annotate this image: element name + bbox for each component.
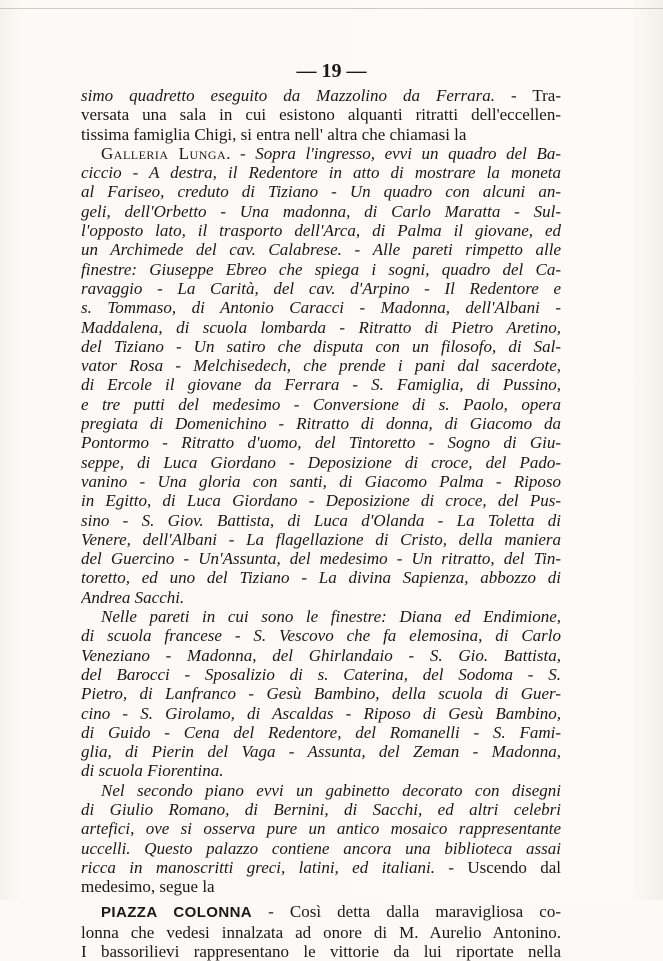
text-line: [81, 279, 561, 298]
text-line: [81, 742, 561, 761]
text-line: [81, 105, 561, 124]
text-line: [81, 337, 561, 356]
text-segment: Venere, dell'Albani - La flagellazione di Cristo, della maniera: [81, 529, 561, 549]
text-line: [81, 588, 561, 607]
text-line: [81, 144, 561, 163]
text-line: [81, 626, 561, 645]
text-segment: s. Tommaso, di Antonio Caracci - Madonna, dell'Albani -: [81, 298, 561, 318]
text-segment: artefici, ove si osserva pure un antico mosaico rappresentante: [81, 819, 561, 839]
text-segment: un Archimede del cav. Calabrese.: [81, 240, 355, 260]
text-line: [81, 761, 561, 780]
text-segment: Pontormo - Ritratto d'uomo, del Tintoretto - Sogno di Giu-: [81, 433, 561, 453]
text-segment: di scuola francese - S. Vescovo che fa elemosina, di Carlo: [81, 626, 561, 646]
text-segment: di Ercole il giovane da Ferrara - S. Famiglia, di Pussino,: [81, 375, 561, 395]
text-segment: glia, di Pierin del Vaga - Assunta, del Zeman - Madonna,: [81, 742, 561, 762]
text-segment: toretto, ed uno del Tiziano - La divina Sapienza, abbozzo di: [81, 568, 561, 588]
text-line: [81, 221, 561, 240]
text-segment: tissima famiglia Chigi, si entra nell' altra che chiamasi la: [81, 124, 467, 144]
text-segment: Galleria Lunga: [101, 143, 227, 163]
text-segment: vanino - Una gloria con santi, di Giacomo Palma - Riposo: [81, 471, 561, 491]
text-line: [81, 298, 561, 317]
text-segment: Alle pareti rimpetto alle: [372, 240, 561, 260]
text-segment: seppe, di Luca Giordano - Deposizione di croce, del Pado-: [81, 452, 561, 472]
text-segment: ricca in manoscritti greci, latini, ed italiani.: [81, 857, 449, 877]
text-segment: Nel secondo piano evvi un gabinetto decorato con disegni: [101, 780, 561, 800]
text-segment: del Guercino - Un'Assunta, del medesimo - Un ritratto, del Tin-: [81, 549, 561, 569]
text-line: [81, 665, 561, 684]
text-segment: - Uscendo dal: [448, 857, 561, 877]
text-segment: di Giulio Romano, di Bernini, di Sacchi, ed altri celebri: [81, 799, 561, 819]
text-line: [81, 453, 561, 472]
text-segment: pregiata di Domenichino - Ritratto di donna, di Giacomo da: [81, 414, 561, 434]
text-line: [81, 491, 561, 510]
text-line: [81, 800, 561, 819]
text-line: [81, 549, 561, 568]
text-segment: geli, dell'Orbetto - Una madonna, di Carlo Maratta - Sul-: [81, 201, 561, 221]
text-segment: Maddalena, di scuola lombarda - Ritratto di Pietro Aretino,: [81, 317, 561, 337]
text-segment: vator Rosa - Melchisedech, che prende i pani dal sacerdote,: [81, 356, 561, 376]
text-line: [81, 240, 561, 259]
text-line: [81, 902, 561, 922]
text-line: [81, 375, 561, 394]
text-segment: finestre: Giuseppe Ebreo che spiega i sogni, quadro del Ca-: [81, 259, 561, 279]
text-segment: Pietro, di Lanfranco - Gesù Bambino, della scuola di Guer-: [81, 684, 561, 704]
text-segment: uccelli. Questo palazzo contiene ancora una biblioteca assai: [81, 838, 561, 858]
text-line: [81, 839, 561, 858]
text-segment: n-: [546, 105, 561, 125]
text-line: [81, 163, 561, 182]
text-line: [81, 86, 561, 105]
text-segment: l'opposto lato, il trasporto dell'Arca, di Palma il giovane, ed: [81, 221, 561, 241]
text-segment: ciccio - A destra, il Redentore in atto di mostrare la moneta: [81, 163, 561, 183]
text-line: [81, 568, 561, 587]
text-segment: del Barocci - Sposalizio di s. Caterina, del Sodoma - S.: [81, 664, 561, 684]
text-segment: del Tiziano - Un satiro che disputa con un filosofo, di Sal-: [81, 336, 561, 356]
text-line: [81, 318, 561, 337]
text-line: [81, 125, 561, 144]
text-segment: simo quadretto eseguito da Mazzolino da Ferrara.: [81, 86, 511, 105]
text-line: [81, 530, 561, 549]
text-line: [81, 723, 561, 742]
page-top-edge: [0, 8, 663, 9]
text-segment: - Così detta dalla maravigliosa co-: [252, 902, 561, 922]
text-line: [81, 819, 561, 838]
text-segment: di scuola Fiorentina.: [81, 761, 224, 781]
text-segment: sino - S. Giov. Battista, di Luca d'Olanda - La Toletta di: [81, 510, 561, 530]
text-segment: PIAZZA COLONNA: [101, 904, 253, 922]
text-line: [81, 704, 561, 723]
text-segment: medesimo, segue la: [81, 877, 215, 897]
text-segment: al Fariseo, creduto di Tiziano - Un quadro con alcuni an-: [81, 182, 561, 202]
text-line: [81, 356, 561, 375]
text-segment: . -: [226, 143, 256, 163]
text-segment: cino - S. Girolamo, di Ascaldas - Riposo di Gesù Bambino,: [81, 703, 561, 723]
text-segment: versata una sala in cui esistono alquanti ritratti dell'eccelle: [81, 105, 547, 125]
text-line: [81, 684, 561, 703]
text-segment: di Guido - Cena del Redentore, del Romanelli - S. Fami-: [81, 722, 561, 742]
text-line: [81, 472, 561, 491]
text-segment: lonna che vedesi innalzata ad onore di M. Aurelio Antonino.: [81, 922, 561, 942]
text-line: [81, 858, 561, 877]
text-segment: Nelle pareti in cui sono le finestre: Diana ed Endimione,: [101, 607, 561, 627]
text-line: [81, 646, 561, 665]
text-line: [81, 202, 561, 221]
text-segment: I bassorilievi rappresentano le vittorie da lui riportate nella: [81, 942, 561, 961]
text-line: [81, 260, 561, 279]
body-text: [81, 86, 561, 961]
text-line: [81, 182, 561, 201]
text-line: [81, 942, 561, 961]
text-segment: Sopra l'ingresso, evvi un quadro del Ba-: [255, 143, 561, 163]
text-segment: Andrea Sacchi.: [81, 587, 185, 607]
text-line: [81, 511, 561, 530]
text-segment: - Tra-: [511, 86, 561, 105]
text-segment: ravaggio - La Carità, del cav. d'Arpino - Il Redentore e: [81, 278, 561, 298]
text-line: [81, 781, 561, 800]
text-segment: in Egitto, di Luca Giordano - Deposizione di croce, del Pus-: [81, 491, 561, 511]
text-segment: -: [354, 240, 373, 260]
text-line: [81, 923, 561, 942]
text-line: [81, 395, 561, 414]
text-line: [81, 433, 561, 452]
text-segment: Veneziano - Madonna, del Ghirlandaio - S. Gio. Battista,: [81, 645, 561, 665]
text-line: [81, 414, 561, 433]
text-segment: e tre putti del medesimo - Conversione di s. Paolo, opera: [81, 394, 561, 414]
page-number: — 19 —: [296, 60, 367, 82]
text-line: [81, 607, 561, 626]
text-line: [81, 877, 561, 896]
